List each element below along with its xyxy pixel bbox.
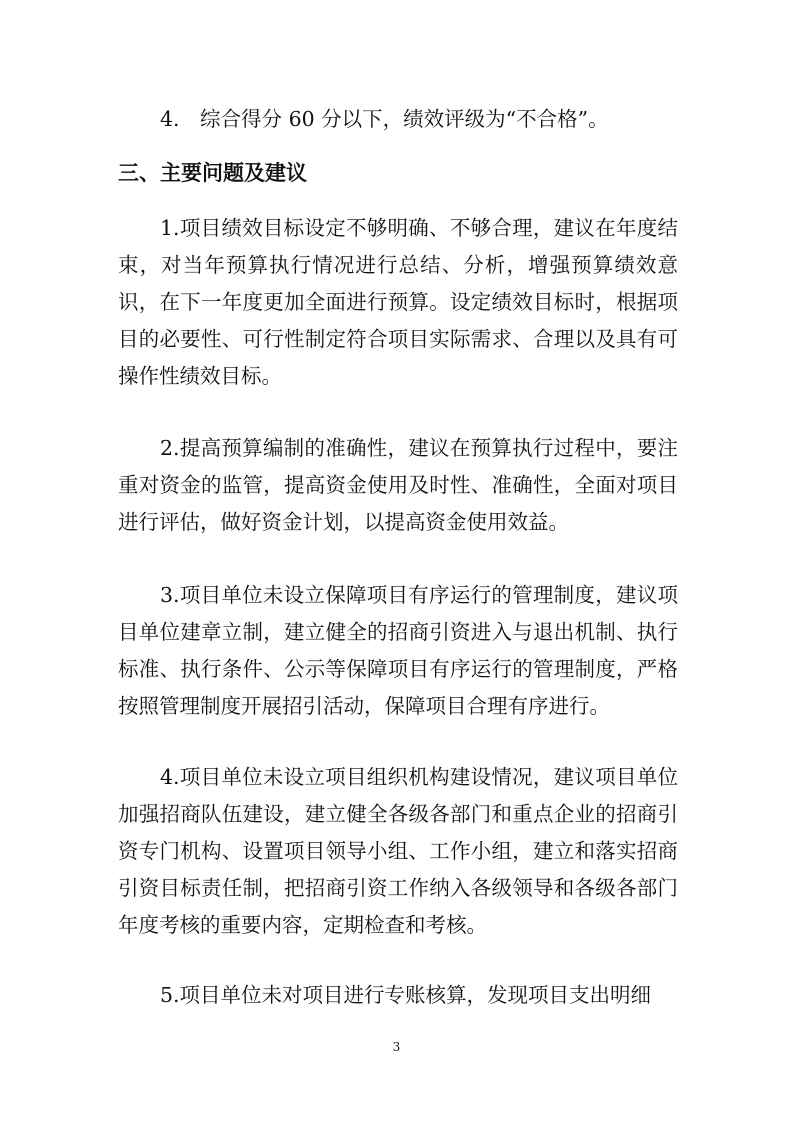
recommendation-paragraph-2: 2.提高预算编制的准确性，建议在预算执行过程中，要注重对资金的监管，提高资金使用及时性、准确性，全面对项目进行评估，做好资金计划，以提高资金使用效益。 <box>118 436 678 534</box>
recommendation-paragraph-4: 4.项目单位未设立项目组织机构建设情况，建议项目单位加强招商队伍建设，建立健全各级各部门和重点企业的招商引资专门机构、设置项目领导小组、工作小组，建立和落实招商引资目标责任制，把招商引资工作纳入各级领导和各级各部门年度考核的重要内容，定期检查和考核。 <box>118 765 678 937</box>
evaluation-criteria-item-4: 4. 综合得分 60 分以下，绩效评级为“不合格”。 <box>160 107 609 131</box>
section-heading: 三、主要问题及建议 <box>118 161 307 185</box>
page-number: 3 <box>392 1040 401 1054</box>
recommendation-paragraph-5: 5.项目单位未对项目进行专账核算，发现项目支出明细 <box>160 983 652 1007</box>
recommendation-paragraph-1: 1.项目绩效目标设定不够明确、不够合理，建议在年度结束，对当年预算执行情况进行总结、分析，增强预算绩效意识，在下一年度更加全面进行预算。设定绩效目标时，根据项目的必要性、可行性制定符合项目实际需求、合理以及具有可操作性绩效目标。 <box>118 216 678 388</box>
recommendation-paragraph-3: 3.项目单位未设立保障项目有序运行的管理制度，建议项目单位建章立制，建立健全的招商引资进入与退出机制、执行标准、执行条件、公示等保障项目有序运行的管理制度，严格按照管理制度开展招引活动，保障项目合理有序进行。 <box>118 583 678 718</box>
